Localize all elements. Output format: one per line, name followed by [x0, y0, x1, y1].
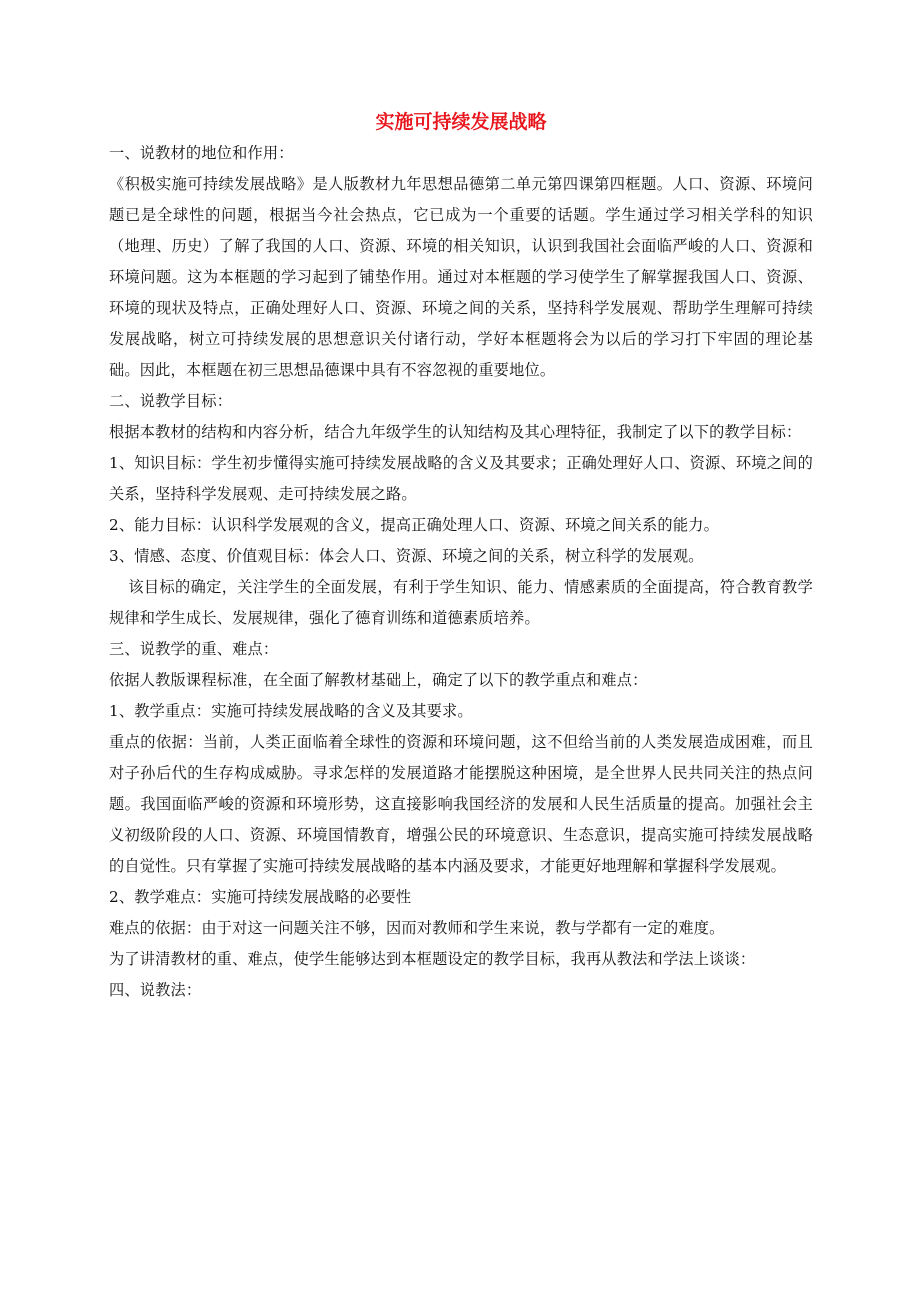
paragraph-transition: 为了讲清教材的重、难点，使学生能够达到本框题设定的教学目标，我再从教法和学法上谈谈：	[109, 950, 756, 968]
section-heading-1: 一、说教材的地位和作用：	[109, 144, 294, 162]
paragraph-difficult-point-basis: 难点的依据：由于对这一问题关注不够，因而对教师和学生来说，教与学都有一定的难度。	[109, 919, 725, 937]
paragraph-goals-intro: 根据本教材的结构和内容分析，结合九年级学生的认知结构及其心理特征，我制定了以下的教学目标：	[109, 423, 802, 441]
paragraph-material-position: 《积极实施可持续发展战略》是人版教材九年思想品德第二单元第四课第四框题。人口、资源、环境问题已是全球性的问题，根据当今社会热点，它已成为一个重要的话题。学生通过学习相关学科的知识（地理、历史）了解了我国的人口、资源、环境的相关知识，认识到我国社会面临严峻的人口、资源和环境问题。这为本框题的学习起到了铺垫作用。通过对本框题的学习使学生了解掌握我国人口、资源、环境的现状及特点，正确处理好人口、资源、环境之间的关系，坚持科学发展观、帮助学生理解可持续发展战略，树立可持续发展的思想意识关付诸行动，学好本框题将会为以后的学习打下牢固的理论基础。因此，本框题在初三思想品德课中具有不容忽视的重要地位。	[109, 175, 813, 379]
section-heading-4: 四、说教法：	[109, 981, 202, 999]
document-page	[109, 108, 813, 1006]
paragraph-key-point-basis: 重点的依据：当前，人类正面临着全球性的资源和环境问题，这不但给当前的人类发展造成困难，而且对子孙后代的生存构成威胁。寻求怎样的发展道路才能摆脱这种困境，是全世界人民共同关注的热点问题。我国面临严峻的资源和环境形势，这直接影响我国经济的发展和人民生活质量的提高。加强社会主义初级阶段的人口、资源、环境国情教育，增强公民的环境意识、生态意识，提高实施可持续发展战略的自觉性。只有掌握了实施可持续发展战略的基本内涵及要求，才能更好地理解和掌握科学发展观。	[109, 733, 813, 875]
goal-knowledge: 1、知识目标：学生初步懂得实施可持续发展战略的含义及其要求；正确处理好人口、资源、环境之间的关系，坚持科学发展观、走可持续发展之路。	[109, 454, 813, 503]
difficult-point: 2、教学难点：实施可持续发展战略的必要性	[109, 888, 412, 906]
paragraph-goals-rationale: 该目标的确定，关注学生的全面发展，有利于学生知识、能力、情感素质的全面提高，符合教育教学规律和学生成长、发展规律，强化了德育训练和道德素质培养。	[109, 578, 813, 627]
goal-ability: 2、能力目标：认识科学发展观的含义，提高正确处理人口、资源、环境之间关系的能力。	[109, 516, 719, 534]
section-heading-3: 三、说教学的重、难点：	[109, 640, 279, 658]
paragraph-key-points-intro: 依据人教版课程标准，在全面了解教材基础上，确定了以下的教学重点和难点：	[109, 671, 648, 689]
goal-emotion: 3、情感、态度、价值观目标：体会人口、资源、环境之间的关系，树立科学的发展观。	[109, 547, 704, 565]
document-title: 实施可持续发展战略	[375, 111, 547, 133]
key-point: 1、教学重点：实施可持续发展战略的含义及其要求。	[109, 702, 473, 720]
section-heading-2: 二、说教学目标：	[109, 392, 233, 410]
